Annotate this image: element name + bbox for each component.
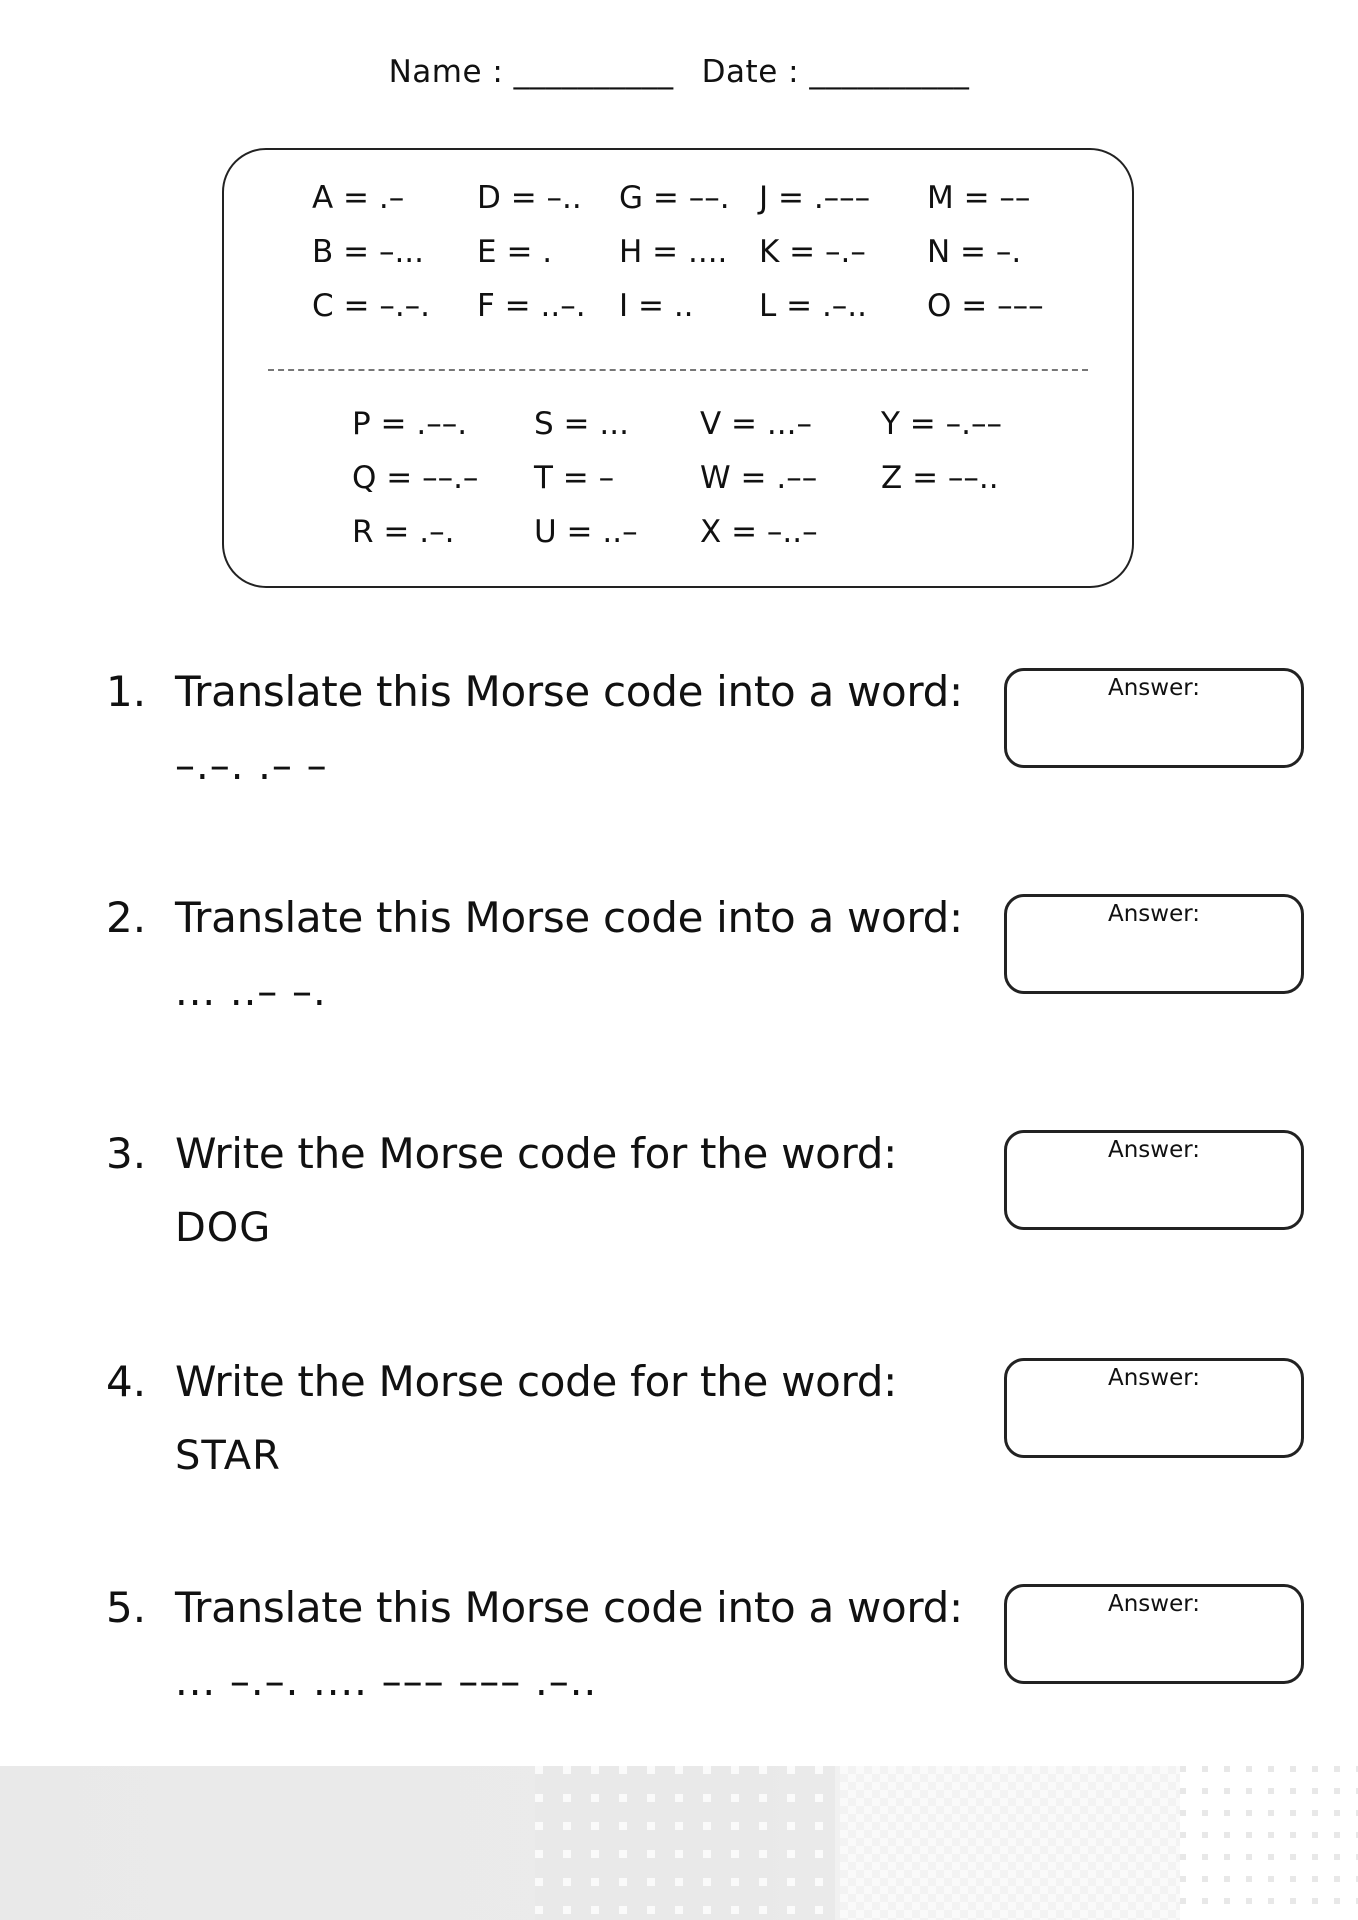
question-2: [0, 892, 1358, 1052]
footer-pattern: [1180, 1766, 1358, 1920]
legend-entry: Z = ––..: [881, 460, 999, 496]
answer-box[interactable]: [1004, 1584, 1304, 1684]
legend-entry: W = .––: [700, 460, 818, 496]
answer-box[interactable]: [1004, 1130, 1304, 1230]
answer-label: Answer:: [1107, 1591, 1201, 1617]
answer-label: Answer:: [1107, 1137, 1201, 1163]
question-prompt: DOG: [175, 1205, 272, 1251]
legend-entry: U = ..–: [534, 514, 638, 550]
question-number: 3.: [106, 1129, 147, 1178]
question-prompt: ... ..– –.: [175, 969, 327, 1015]
legend-entry: G = ––.: [619, 180, 730, 216]
legend-entry: P = .––.: [352, 406, 468, 442]
question-prompt: ... –.–. .... ––– ––– .–..: [175, 1659, 598, 1705]
legend-entry: L = .–..: [759, 288, 868, 324]
footer-pattern: [535, 1766, 835, 1920]
morse-code-legend: [222, 148, 1134, 588]
legend-entry: E = .: [477, 234, 553, 270]
legend-entry: N = –.: [927, 234, 1022, 270]
legend-divider: [268, 369, 1088, 371]
legend-entry: Q = ––.–: [352, 460, 479, 496]
legend-entry: D = –..: [477, 180, 582, 216]
legend-entry: I = ..: [619, 288, 694, 324]
legend-entry: K = –.–: [759, 234, 866, 270]
legend-entry: B = –...: [312, 234, 425, 270]
question-4: [0, 1356, 1358, 1516]
question-number: 2.: [106, 893, 147, 942]
legend-entry: Y = –.––: [881, 406, 1002, 442]
legend-entry: V = ...–: [700, 406, 812, 442]
question-prompt: STAR: [175, 1433, 281, 1479]
answer-label: Answer:: [1107, 675, 1201, 701]
answer-box[interactable]: [1004, 668, 1304, 768]
question-number: 5.: [106, 1583, 147, 1632]
question-text: Translate this Morse code into a word:: [175, 893, 963, 942]
question-3: [0, 1128, 1358, 1288]
question-prompt: –.–. .– –: [175, 743, 328, 789]
legend-entry: M = ––: [927, 180, 1031, 216]
legend-entry: R = .–.: [352, 514, 455, 550]
legend-entry: C = –.–.: [312, 288, 431, 324]
footer-pattern: [840, 1766, 1180, 1920]
legend-entry: A = .–: [312, 180, 405, 216]
question-5: [0, 1582, 1358, 1742]
legend-entry: H = ....: [619, 234, 728, 270]
name-field-label[interactable]: Name : __________: [388, 54, 674, 90]
question-text: Write the Morse code for the word:: [175, 1357, 897, 1406]
answer-box[interactable]: [1004, 1358, 1304, 1458]
legend-entry: O = –––: [927, 288, 1044, 324]
question-text: Translate this Morse code into a word:: [175, 1583, 963, 1632]
header: [0, 54, 1358, 90]
legend-entry: F = ..–.: [477, 288, 586, 324]
answer-label: Answer:: [1107, 901, 1201, 927]
legend-entry: S = ...: [534, 406, 629, 442]
legend-entry: X = –..–: [700, 514, 818, 550]
question-number: 4.: [106, 1357, 147, 1406]
question-text: Translate this Morse code into a word:: [175, 667, 963, 716]
answer-label: Answer:: [1107, 1365, 1201, 1391]
question-number: 1.: [106, 667, 147, 716]
legend-entry: T = –: [534, 460, 615, 496]
legend-entry: J = .–––: [759, 180, 871, 216]
date-field-label[interactable]: Date : __________: [701, 54, 970, 90]
question-1: [0, 666, 1358, 826]
answer-box[interactable]: [1004, 894, 1304, 994]
question-text: Write the Morse code for the word:: [175, 1129, 897, 1178]
